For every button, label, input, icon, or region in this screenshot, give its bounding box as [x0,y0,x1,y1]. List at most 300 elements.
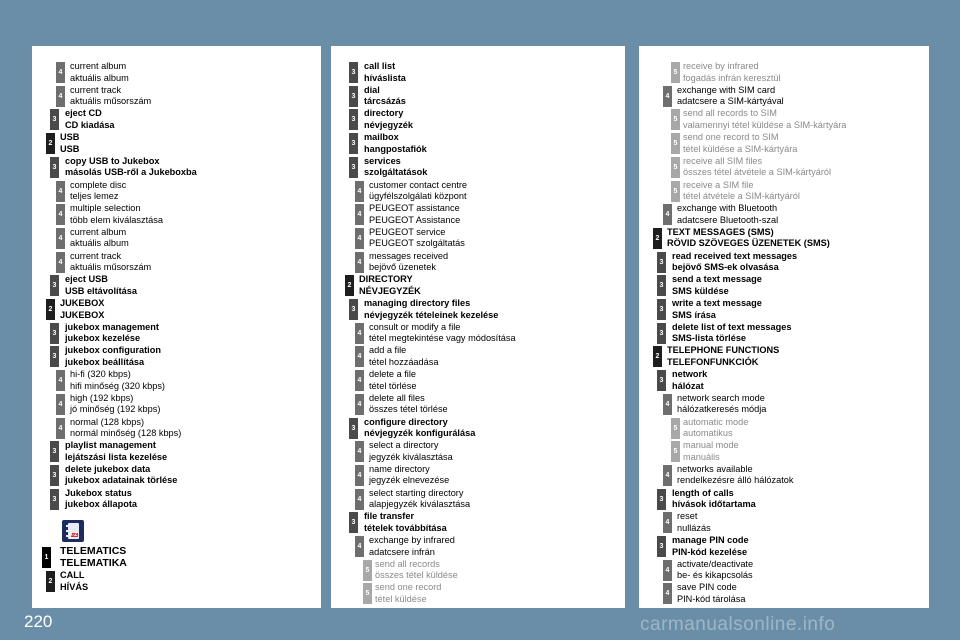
label-english: receive a SIM file [683,179,754,190]
menu-entry-label [369,180,467,203]
label-english: TELEPHONE FUNCTIONS [667,345,780,356]
menu-column-2 [331,46,625,608]
level-badge: 5 [671,133,680,154]
level-badge: 3 [349,86,358,107]
level-badge: 3 [50,441,59,462]
menu-entry-label [65,108,115,131]
level-badge: 4 [355,489,364,510]
menu-entry-label [65,464,177,487]
label-hungarian: tétel küldése [375,593,427,604]
label-hungarian: névjegyzék [364,119,414,130]
menu-entry [32,156,321,180]
label-hungarian: szolgáltatások [364,167,428,178]
label-hungarian: JUKEBOX [60,309,105,320]
level-badge: 3 [50,275,59,296]
level-badge: 3 [50,157,59,178]
menu-entry [32,132,321,156]
label-hungarian: aktuális műsorszám [70,96,152,107]
menu-entry [32,488,321,512]
level-badge: 2 [46,299,55,320]
label-hungarian: hálózat [672,380,704,391]
label-hungarian: adatcsere infrán [369,546,435,557]
menu-entry-label [683,132,797,155]
level-badge: 2 [653,346,662,367]
level-badge: 4 [56,204,65,225]
menu-entry-label [364,132,427,155]
label-english: dial [364,84,380,95]
menu-entry [331,298,625,322]
label-hungarian: valamennyi tétel küldése a SIM-kártyára [683,119,847,130]
menu-entry-label [369,464,449,487]
level-badge: 4 [56,370,65,391]
label-hungarian: tárcsázás [364,96,406,107]
label-english: select starting directory [369,487,464,498]
label-english: reset [677,511,698,522]
level-badge: 2 [653,228,662,249]
label-english: delete all files [369,392,425,403]
menu-entry [32,180,321,204]
menu-entry-label [677,464,793,487]
menu-entry-label [364,298,498,321]
label-english: messages received [369,250,449,261]
label-hungarian: PEUGEOT szolgáltatás [369,238,465,249]
level-badge: 4 [56,228,65,249]
label-hungarian: jukebox beállítása [65,356,145,367]
menu-entry [32,440,321,464]
label-hungarian: jegyzék kiválasztása [369,451,453,462]
menu-entry-label [70,203,163,226]
menu-entry-label [672,369,707,392]
label-english: name directory [369,463,430,474]
level-badge: 4 [355,252,364,273]
label-hungarian: alapjegyzék kiválasztása [369,499,471,510]
menu-entry-label [677,559,753,582]
menu-entry [639,274,929,298]
menu-entry-label [70,227,129,250]
label-english: activate/deactivate [677,558,754,569]
icon-label: A-Z [69,532,78,538]
menu-entry-label [359,274,421,297]
label-english: current album [70,226,127,237]
label-hungarian: normál minőség (128 kbps) [70,428,182,439]
label-english: PEUGEOT service [369,226,446,237]
menu-entry-label [672,535,749,558]
label-english: playlist management [65,440,156,451]
level-badge: 4 [56,86,65,107]
label-hungarian: másolás USB-ről a Jukeboxba [65,167,197,178]
menu-entry [331,369,625,393]
menu-entry-label [364,85,406,108]
label-hungarian: aktuális album [70,238,129,249]
menu-entry-label [672,298,762,321]
menu-entry-label [683,180,800,203]
label-english: current track [70,84,122,95]
menu-entry-label [672,274,762,297]
menu-entry-label [683,108,846,131]
level-badge: 4 [56,394,65,415]
menu-entry-label [369,203,460,226]
menu-entry [639,559,929,583]
label-english: save PIN code [677,582,737,593]
level-badge: 3 [50,346,59,367]
menu-entry [331,488,625,512]
label-english: add a file [369,345,407,356]
menu-entry-label [65,345,161,368]
label-english: length of calls [672,487,734,498]
level-badge: 3 [657,275,666,296]
label-hungarian: fogadás infrán keresztül [683,72,781,83]
level-badge: 4 [56,252,65,273]
menu-entry-label [683,417,748,440]
menu-entry [331,274,625,298]
level-badge: 4 [355,394,364,415]
label-english: network [672,369,708,380]
menu-entry-label [369,251,448,274]
menu-entry-label [683,440,739,463]
menu-entry-label [369,369,417,392]
label-hungarian: tétel hozzáadása [369,356,439,367]
menu-entry-label [375,559,458,582]
menu-entry [639,535,929,559]
label-hungarian: NÉVJEGYZÉK [359,285,421,296]
menu-entry-label [667,227,830,250]
label-english: exchange with Bluetooth [677,203,778,214]
directory-book-icon [62,520,84,542]
level-badge: 3 [349,512,358,533]
label-hungarian: manuális [683,451,720,462]
menu-entry-label [65,440,167,463]
label-hungarian: jó minőség (192 kbps) [70,404,161,415]
menu-entry-label [60,298,104,321]
level-badge: 5 [671,441,680,462]
label-english: directory [364,108,404,119]
menu-entry [331,108,625,132]
menu-entry [331,582,625,606]
menu-entry-label [70,180,126,203]
level-badge: 3 [50,109,59,130]
level-badge: 4 [663,465,672,486]
menu-entry-label [70,393,160,416]
level-badge: 3 [349,109,358,130]
label-english: complete disc [70,179,127,190]
menu-entry-label [65,322,159,345]
label-hungarian: adatcsere a SIM-kártyával [677,96,784,107]
menu-entry-label [364,61,406,84]
menu-entry-label [683,156,831,179]
level-badge: 4 [355,441,364,462]
menu-entry-label [70,61,129,84]
level-badge: 4 [355,465,364,486]
level-badge: 4 [355,181,364,202]
label-english: configure directory [364,416,448,427]
menu-entry-label [65,488,137,511]
menu-entry [639,464,929,488]
menu-entry-label [65,156,197,179]
menu-entry [32,298,321,322]
menu-entry-label [369,345,438,368]
label-english: DIRECTORY [359,274,413,285]
level-badge: 5 [363,583,372,604]
menu-entry-label [364,511,447,534]
label-hungarian: PIN-kód tárolása [677,593,746,604]
menu-entry [331,61,625,85]
menu-entry-label [364,417,475,440]
menu-entry [639,85,929,109]
menu-entry [32,203,321,227]
label-english: file transfer [364,511,415,522]
menu-entry [331,440,625,464]
label-hungarian: be- és kikapcsolás [677,570,753,581]
menu-entry-label [677,203,778,226]
menu-entry [32,464,321,488]
menu-entry-label [65,274,137,297]
menu-entry [639,345,929,369]
label-english: network search mode [677,392,765,403]
label-english: automatic mode [683,416,749,427]
label-hungarian: hálózatkeresés módja [677,404,767,415]
label-hungarian: hívások időtartama [672,499,756,510]
menu-entry-label [60,546,127,569]
menu-entry [331,85,625,109]
menu-entry-label [677,393,766,416]
label-hungarian: névjegyzék tételeinek kezelése [364,309,499,320]
menu-entry-label [369,227,465,250]
label-english: delete a file [369,369,416,380]
level-badge: 3 [50,489,59,510]
label-english: manual mode [683,440,739,451]
menu-entry [639,132,929,156]
menu-entry [32,546,321,570]
level-badge: 4 [663,86,672,107]
label-hungarian: lejátszási lista kezelése [65,451,168,462]
label-hungarian: SMS-lista törlése [672,333,747,344]
label-hungarian: HÍVÁS [60,581,89,592]
menu-entry-label [369,488,470,511]
label-english: managing directory files [364,298,471,308]
menu-entry-label [672,488,756,511]
menu-entry-label [364,156,427,179]
label-english: exchange with SIM card [677,84,776,95]
menu-entry-label [683,61,781,84]
menu-entry [331,132,625,156]
level-badge: 2 [46,571,55,592]
label-english: jukebox configuration [65,345,161,356]
menu-entry [32,322,321,346]
label-hungarian: bejövő SMS-ek olvasása [672,262,779,273]
menu-entry [32,108,321,132]
label-english: receive all SIM files [683,155,763,166]
label-hungarian: USB [60,143,80,154]
label-english: delete jukebox data [65,463,151,474]
label-english: send one record [375,582,442,593]
menu-entry [331,180,625,204]
label-hungarian: tétel átvétele a SIM-kártyáról [683,191,800,202]
level-badge: 3 [349,157,358,178]
label-english: exchange by infrared [369,535,455,545]
menu-entry-label [60,570,88,593]
label-hungarian: CD kiadása [65,119,115,130]
menu-entry [32,227,321,251]
menu-entry-label [70,417,181,440]
label-english: manage PIN code [672,535,749,545]
label-hungarian: automatikus [683,428,733,439]
label-hungarian: TELEMATIKA [60,556,127,569]
menu-entry [32,345,321,369]
level-badge: 4 [663,583,672,604]
label-english: send a text message [672,274,762,285]
label-hungarian: PEUGEOT Assistance [369,214,461,225]
label-english: hi-fi (320 kbps) [70,369,131,380]
label-english: USB [60,132,80,143]
label-english: call list [364,61,396,71]
menu-entry [331,322,625,346]
level-badge: 4 [355,204,364,225]
level-badge: 5 [671,157,680,178]
menu-entry [32,251,321,275]
menu-entry [639,203,929,227]
label-hungarian: névjegyzék konfigurálása [364,428,476,439]
label-english: write a text message [672,298,762,308]
menu-entry-label [369,393,448,416]
menu-entry [32,369,321,393]
level-badge: 5 [671,109,680,130]
menu-entry-label [672,251,797,274]
level-badge: 4 [56,62,65,83]
menu-entry [331,535,625,559]
menu-entry [331,203,625,227]
menu-entry [331,156,625,180]
level-badge: 3 [50,465,59,486]
level-badge: 5 [363,560,372,581]
menu-entry [639,180,929,204]
menu-entry [331,393,625,417]
label-english: CALL [60,570,85,580]
label-hungarian: hangpostafiók [364,143,427,154]
menu-entry-label [677,582,745,605]
label-hungarian: teljes lemez [70,191,119,202]
label-hungarian: jukebox adatainak törlése [65,475,178,486]
menu-entry [639,417,929,441]
level-badge: 3 [349,299,358,320]
level-badge: 4 [663,394,672,415]
label-hungarian: összes tétel küldése [375,570,458,581]
label-english: receive by infrared [683,61,759,71]
menu-column-3 [639,46,929,608]
label-hungarian: SMS küldése [672,285,729,296]
menu-entry-label [60,132,79,155]
level-badge: 4 [355,370,364,391]
label-english: TEXT MESSAGES (SMS) [667,226,774,237]
menu-entry [639,227,929,251]
level-badge: 4 [355,536,364,557]
label-hungarian: összes tétel törlése [369,404,448,415]
label-hungarian: SMS írása [672,309,716,320]
menu-entry [639,511,929,535]
label-hungarian: USB eltávolítása [65,285,137,296]
level-badge: 3 [657,536,666,557]
level-badge: 4 [355,323,364,344]
watermark: carmanualsonline.info [640,614,836,635]
label-english: PEUGEOT assistance [369,203,460,214]
label-english: Jukebox status [65,487,132,498]
menu-entry [639,322,929,346]
menu-entry [32,417,321,441]
label-hungarian: jegyzék elnevezése [369,475,450,486]
menu-entry [639,61,929,85]
label-english: multiple selection [70,203,141,214]
label-english: normal (128 kbps) [70,416,145,427]
label-hungarian: RÖVID SZÖVEGES ÜZENETEK (SMS) [667,238,830,249]
menu-entry-label [369,440,453,463]
menu-entry [331,227,625,251]
menu-entry [32,85,321,109]
label-hungarian: PIN-kód kezelése [672,546,748,557]
label-hungarian: tételek továbbítása [364,522,447,533]
level-badge: 4 [663,560,672,581]
label-english: TELEMATICS [60,545,127,557]
menu-entry [639,251,929,275]
level-badge: 3 [657,299,666,320]
menu-entry-label [677,511,711,534]
label-english: copy USB to Jukebox [65,155,160,166]
menu-entry [331,251,625,275]
menu-entry-label [369,322,516,345]
menu-entry [331,511,625,535]
menu-entry [639,440,929,464]
label-english: JUKEBOX [60,298,105,308]
label-english: delete list of text messages [672,321,792,332]
level-badge: 3 [349,418,358,439]
label-hungarian: TELEFONFUNKCIÓK [667,356,759,367]
label-hungarian: ügyfélszolgálati központ [369,191,467,202]
label-english: send all records [375,558,440,569]
label-hungarian: tétel törlése [369,380,417,391]
label-hungarian: tétel megtekintése vagy módosítása [369,333,516,344]
level-badge: 3 [657,252,666,273]
level-badge: 3 [349,62,358,83]
label-hungarian: aktuális album [70,72,129,83]
label-hungarian: bejövő üzenetek [369,262,436,273]
menu-entry-label [70,369,165,392]
label-hungarian: jukebox kezelése [65,333,141,344]
level-badge: 4 [56,418,65,439]
level-badge: 1 [42,547,51,568]
label-hungarian: hifi minőség (320 kbps) [70,380,165,391]
level-badge: 4 [355,228,364,249]
label-english: eject USB [65,274,108,285]
menu-entry-label [364,108,413,131]
label-hungarian: összes tétel átvétele a SIM-kártyáról [683,167,832,178]
menu-entry-label [667,345,779,368]
label-hungarian: jukebox állapota [65,499,137,510]
menu-entry [639,488,929,512]
level-badge: 3 [50,323,59,344]
page-number: 220 [24,612,53,631]
menu-entry [639,108,929,132]
menu-entry [639,393,929,417]
level-badge: 5 [671,62,680,83]
label-hungarian: tétel küldése a SIM-kártyára [683,143,798,154]
menu-entry-label [369,535,455,558]
label-english: mailbox [364,132,399,143]
label-hungarian: híváslista [364,72,406,83]
label-hungarian: adatcsere Bluetooth-szal [677,214,779,225]
label-hungarian: több elem kiválasztása [70,214,163,225]
level-badge: 3 [657,323,666,344]
menu-entry [32,274,321,298]
label-english: select a directory [369,440,439,451]
label-english: read received text messages [672,250,798,261]
